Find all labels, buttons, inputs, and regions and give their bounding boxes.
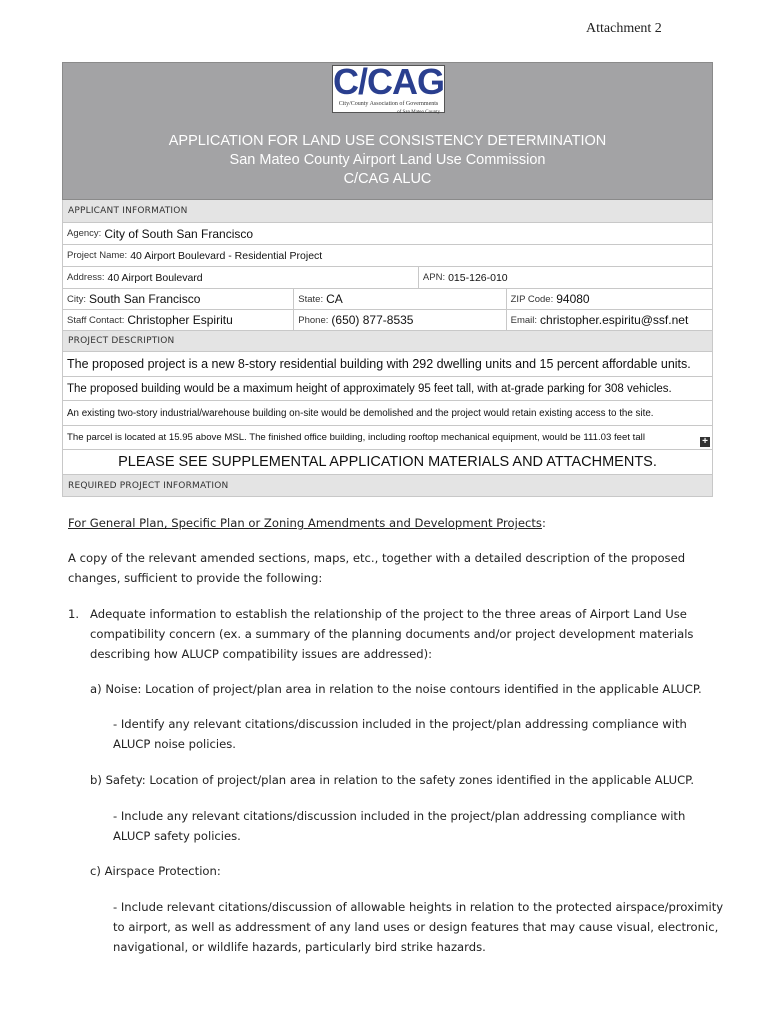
project-description-line-4[interactable] [62, 426, 713, 450]
address-field[interactable] [63, 267, 419, 288]
airspace-sub-line-3: navigational, or wildlife hazards, particularly bird strike hazards. [113, 940, 486, 954]
zip-value: 94080 [556, 292, 590, 306]
section-applicant-information: APPLICANT INFORMATION [62, 200, 713, 223]
form-subtitle: San Mateo County Airport Land Use Commission [229, 152, 546, 168]
zip-field[interactable] [507, 289, 712, 309]
staff-contact-field[interactable] [63, 310, 294, 330]
state-field[interactable] [294, 289, 506, 309]
form-header [62, 62, 713, 200]
address-value: 40 Airport Boulevard [107, 271, 203, 284]
row-address [62, 267, 713, 289]
logo-subtitle: City/County Association of Governments [338, 101, 439, 107]
ccag-logo [332, 61, 445, 115]
project-name-label: Project Name: [67, 250, 128, 261]
safety-sub-line-2: ALUCP safety policies. [113, 829, 241, 843]
safety-sub [113, 806, 763, 846]
row-city [62, 289, 713, 310]
project-description-line-2[interactable]: The proposed building would be a maximum height of approximately 95 feet tall, with at-grade parking for 308 vehicles. [62, 377, 713, 401]
item-1-number: 1. [68, 607, 80, 621]
project-description-line-1[interactable]: The proposed project is a new 8-story residential building with 292 dwelling units and 15 percent affordable units. [62, 352, 713, 377]
phone-label: Phone: [298, 314, 329, 326]
title-block [63, 132, 712, 189]
row-agency [62, 223, 713, 245]
noise-sub-line-2: ALUCP noise policies. [113, 737, 236, 751]
noise-sub [113, 714, 763, 754]
phone-value: (650) 877-8535 [331, 313, 414, 327]
noise-line: a) Noise: Location of project/plan area in relation to the noise contours identified in the applicable ALUCP. [90, 682, 702, 696]
agency-field[interactable] [63, 223, 712, 244]
airspace-sub [113, 897, 763, 957]
email-value: christopher.espiritu@ssf.net [540, 313, 689, 327]
supplemental-notice: PLEASE SEE SUPPLEMENTAL APPLICATION MATERIALS AND ATTACHMENTS. [62, 450, 713, 475]
item-1 [68, 604, 718, 664]
logo-text: C/CAG [333, 61, 444, 102]
noise-item [90, 679, 740, 699]
intro-paragraph [68, 548, 718, 588]
attachment-label: Attachment 2 [586, 21, 662, 36]
agency-value: City of South San Francisco [104, 226, 254, 241]
section-required-project-information: REQUIRED PROJECT INFORMATION [62, 475, 713, 497]
project-name-field[interactable] [63, 245, 712, 266]
state-value: CA [326, 292, 343, 306]
intro-line-1: A copy of the relevant amended sections, maps, etc., together with a detailed description of the proposed [68, 551, 686, 565]
airspace-sub-line-2: to airport, as well as addressment of any land uses or design features that may cause visual, electronic, [113, 920, 719, 934]
apn-value: 015-126-010 [448, 271, 508, 284]
staff-contact-value: Christopher Espiritu [127, 313, 233, 327]
airspace-item [90, 861, 740, 881]
address-label: Address: [67, 272, 105, 283]
project-description-line-4-text: The parcel is located at 15.95 above MSL. The finished office building, including rooftop mechanical equipment, would be 111.03 feet tall [67, 432, 645, 443]
row-project-name [62, 245, 713, 267]
requirements-heading: For General Plan, Specific Plan or Zoning Amendments and Development Projects [68, 516, 542, 530]
application-form [62, 62, 713, 497]
item-1-line-1: Adequate information to establish the relationship of the project to the three areas of Airport Land Use [90, 607, 687, 621]
agency-label: Agency: [67, 228, 102, 239]
zip-label: ZIP Code: [510, 293, 554, 305]
email-label: Email: [510, 314, 538, 326]
row-contact [62, 310, 713, 331]
staff-contact-label: Staff Contact: [67, 314, 125, 326]
logo-subtitle-2: of San Mateo County [397, 110, 440, 115]
city-value: South San Francisco [89, 292, 201, 306]
airspace-line: c) Airspace Protection: [90, 864, 221, 878]
safety-line: b) Safety: Location of project/plan area in relation to the safety zones identified in the applicable ALUCP. [90, 773, 695, 787]
phone-field[interactable] [294, 310, 506, 330]
project-description-line-3[interactable]: An existing two-story industrial/warehouse building on-site would be demolished and the project would retain existing access to the site. [62, 401, 713, 426]
body-heading [68, 513, 718, 533]
section-project-description: PROJECT DESCRIPTION [62, 331, 713, 352]
city-field[interactable] [63, 289, 294, 309]
apn-label: APN: [422, 272, 446, 283]
safety-sub-line-1: - Include any relevant citations/discussion included in the project/plan addressing compliance with [113, 809, 686, 823]
state-label: State: [298, 293, 324, 305]
item-1-line-2: compatibility concern (ex. a summary of the planning documents and/or project development materials [90, 627, 694, 641]
safety-item [90, 770, 740, 790]
noise-sub-line-1: - Identify any relevant citations/discussion included in the project/plan addressing compliance with [113, 717, 687, 731]
plus-icon[interactable]: + [700, 437, 710, 447]
intro-line-2: changes, sufficient to provide the following: [68, 571, 323, 585]
airspace-sub-line-1: - Include relevant citations/discussion of allowable heights in relation to the protected airspace/proximity [113, 900, 724, 914]
item-1-line-3: describing how ALUCP compatibility issues are addressed): [90, 647, 433, 661]
form-org: C/CAG ALUC [343, 171, 432, 187]
email-field[interactable] [507, 310, 712, 330]
requirements-heading-suffix: : [541, 516, 546, 530]
city-label: City: [67, 293, 86, 305]
apn-field[interactable] [419, 267, 712, 288]
project-name-value: 40 Airport Boulevard - Residential Project [130, 249, 323, 262]
form-title: APPLICATION FOR LAND USE CONSISTENCY DETERMINATION [168, 133, 607, 149]
